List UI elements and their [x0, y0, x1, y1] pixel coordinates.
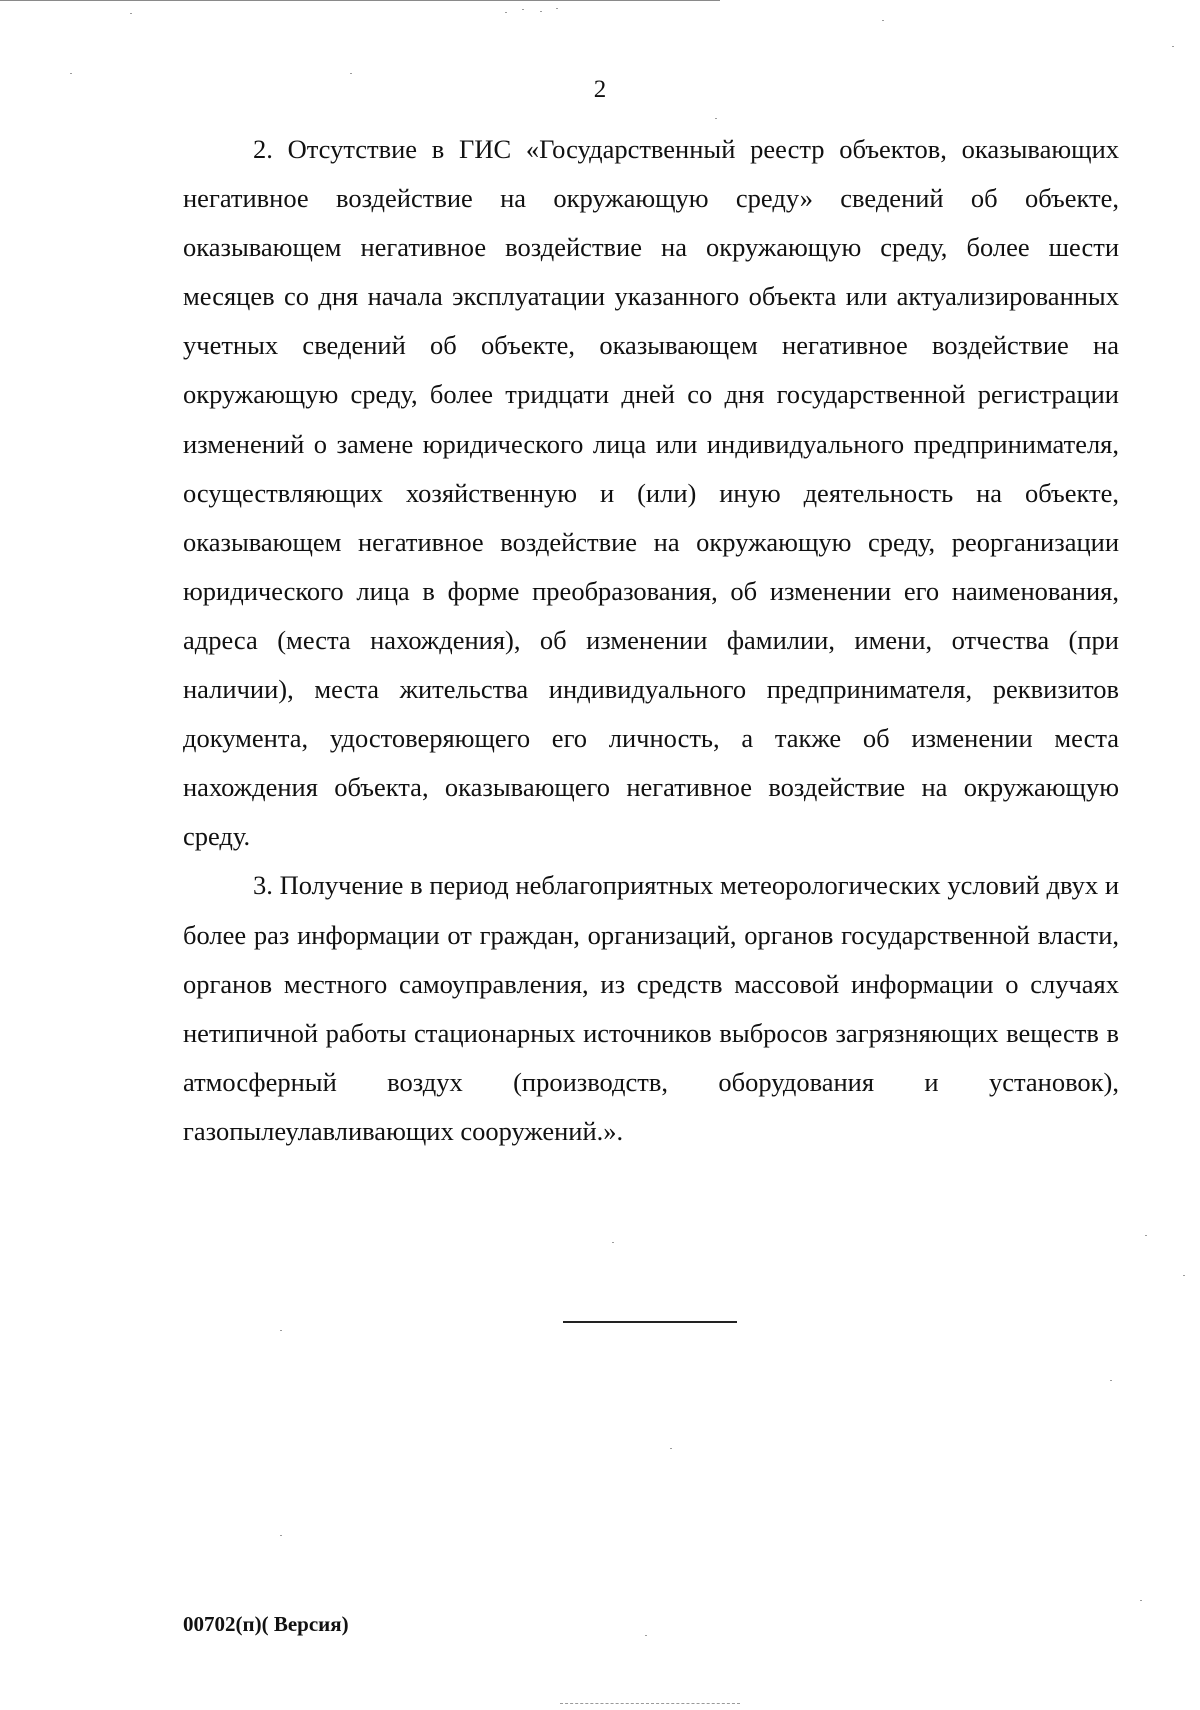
scan-speck [1140, 1600, 1142, 1601]
end-separator-line [563, 1321, 737, 1323]
scan-speck [280, 1330, 282, 1331]
footer-document-code [183, 1610, 349, 1638]
document-body [183, 125, 1119, 1156]
scan-speck [1145, 1235, 1147, 1236]
scan-speck [540, 11, 542, 12]
scan-speck [1172, 46, 1174, 47]
scan-speck [670, 1448, 672, 1449]
footer-version-text: ( Версия) [261, 1612, 349, 1636]
paragraph-item-3: 3. Получение в период неблагоприятных метеорологических условий двух и более раз информации от граждан, организаций, органов государственной власти, органов местного самоуправления, из средств массовой информации о случаях нетипичной работы стационарных источников выбросов загрязняющих веществ в атмосферный воздух (производств, оборудования и установок), газопылеулавливающих сооружений.». [183, 870, 1119, 1146]
footer-code-text: 00702(п) [183, 1612, 262, 1636]
paragraph-item-2: 2. Отсутствие в ГИС «Государственный реестр объектов, оказывающих негативное воздействие на окружающую среду» сведений об объекте, оказывающем негативное воздействие на окружающую среду, более шести месяцев со дня начала эксплуатации указанного объекта или актуализированных учетных сведений об объекте, оказывающем негативное воздействие на окружающую среду, более тридцати дней со дня государственной регистрации изменений о замене юридического лица или индивидуального предпринимателя, осуществляющих хозяйственную и (или) иную деятельность на объекте, оказывающем негативное воздействие на окружающую среду, реорганизации юридического лица в форме преобразования, об изменении его наименования, адреса (места нахождения), об изменении фамилии, имени, отчества (при наличии), места жительства индивидуального предпринимателя, реквизитов документа, удостоверяющего его личность, а также об изменении места нахождения объекта, оказывающего негативное воздействие на окружающую среду. [183, 134, 1119, 852]
scan-speck [280, 1535, 282, 1536]
scan-speck [522, 9, 524, 10]
bottom-scan-edge-line [560, 1703, 740, 1704]
scan-speck [1183, 1275, 1185, 1276]
scan-speck [882, 20, 884, 21]
scan-speck [556, 8, 558, 9]
scan-speck [1110, 1380, 1112, 1381]
scan-speck [645, 1635, 647, 1636]
scan-speck [612, 1242, 614, 1243]
scan-speck [350, 73, 352, 74]
scan-speck [715, 118, 717, 119]
scan-speck [130, 13, 132, 14]
page-number: 2 [593, 76, 607, 103]
scan-speck [70, 73, 72, 74]
top-scan-edge-line [0, 0, 720, 1]
scan-speck [505, 12, 507, 13]
